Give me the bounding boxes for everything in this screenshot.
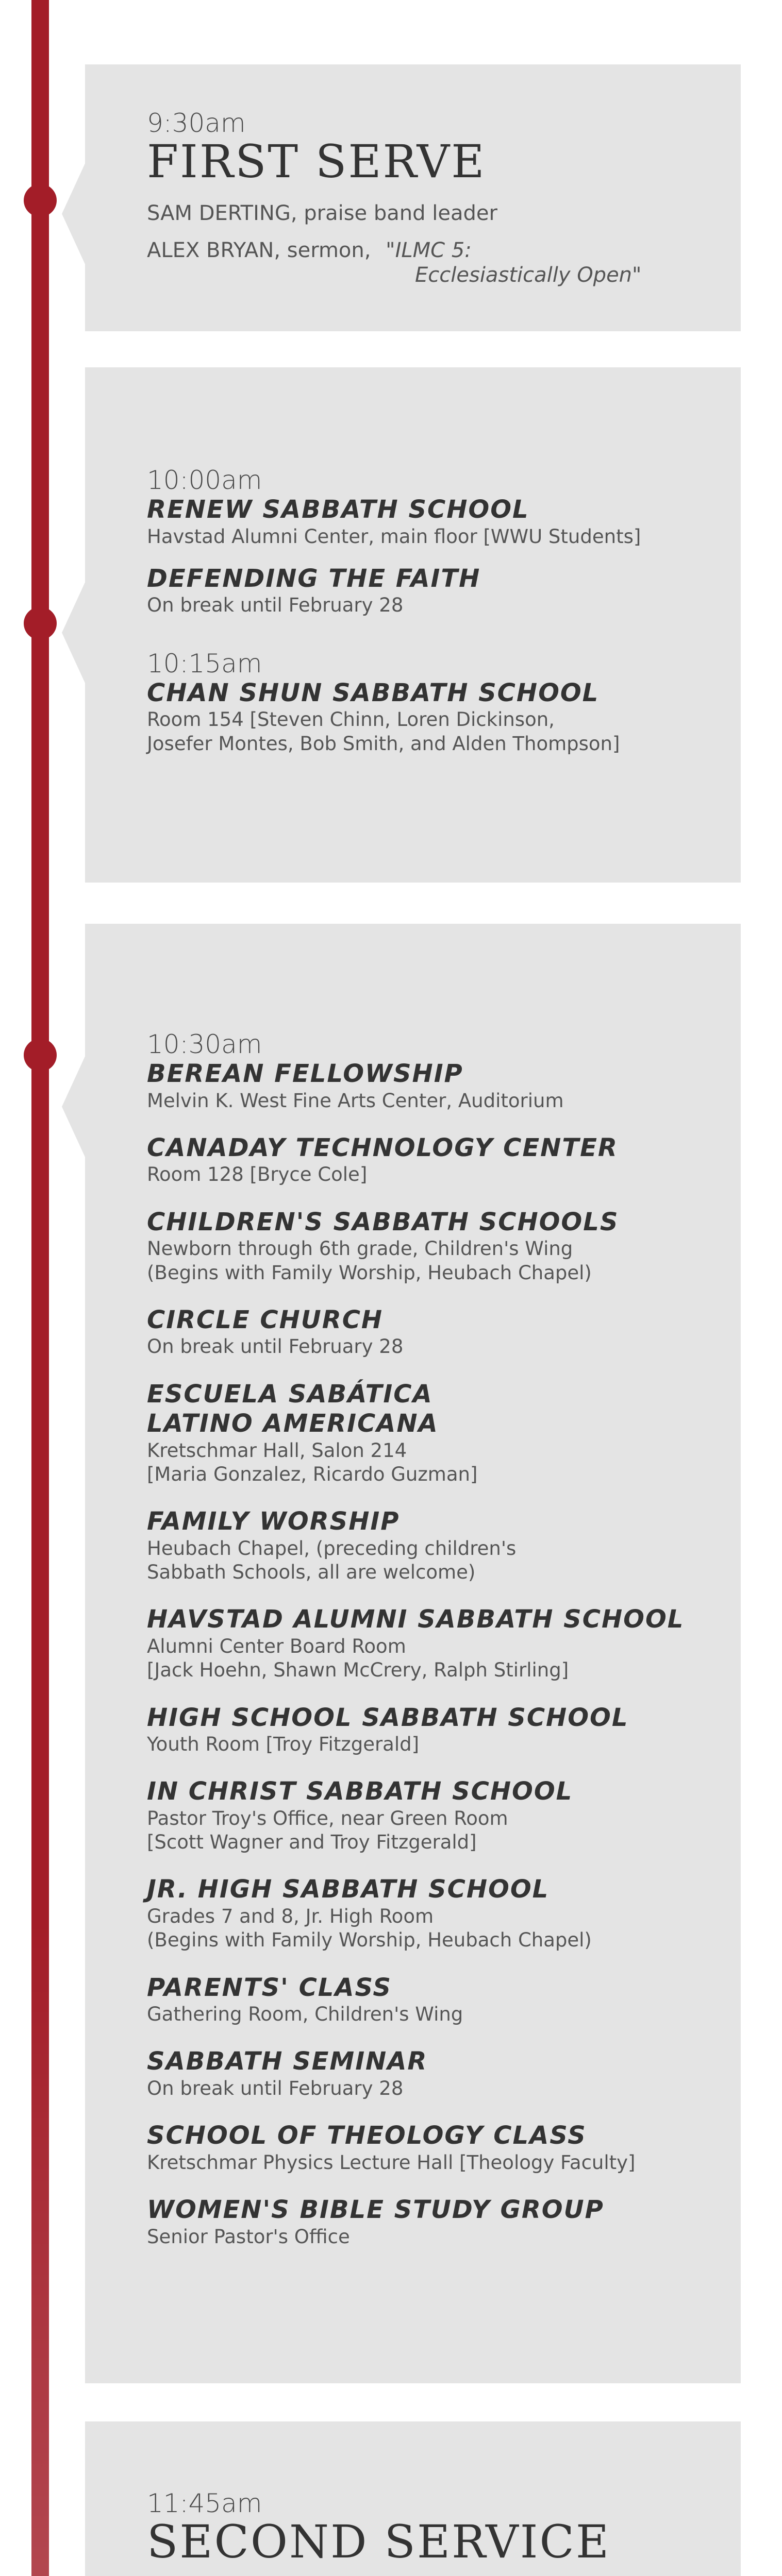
event-line: On break until February 28 [147, 2077, 404, 2099]
event-circle-church [147, 1306, 741, 1359]
event-line: Senior Pastor's Office [147, 2225, 350, 2248]
event-title: CIRCLE CHURCH [147, 1305, 384, 1334]
event-defending [147, 564, 741, 618]
event-title: JR. HIGH SABBATH SCHOOL [147, 1875, 550, 1904]
block-1015-time: 10:15am [147, 648, 262, 679]
timeline-bar [31, 0, 49, 2576]
event-line: Melvin K. West Fine Arts Center, Auditorium [147, 1089, 564, 1112]
event-title: LATINO AMERICANA [147, 1409, 439, 1438]
event-line: (Begins with Family Worship, Heubach Chapel) [147, 1261, 592, 1284]
event-line: [Maria Gonzalez, Ricardo Guzman] [147, 1463, 478, 1486]
event-line: Pastor Troy's Office, near Green Room [147, 1807, 508, 1829]
first-serve-sermon [147, 238, 741, 287]
event-title: PARENTS' CLASS [147, 1973, 392, 2002]
event-canaday [147, 1133, 741, 1187]
second-service-card [85, 2421, 741, 2576]
timeline-dot-sabbath-schools-1030 [24, 1039, 57, 1072]
event-line: Heubach Chapel, (preceding children's [147, 1537, 517, 1560]
event-parents-class [147, 1973, 741, 2027]
event-defending-desc: On break until February 28 [147, 594, 404, 617]
event-sabbath-seminar [147, 2047, 741, 2100]
timeline-dot-sabbath-schools-10am [24, 607, 57, 640]
first-serve-leader: SAM DERTING, praise band leader [147, 201, 497, 226]
event-line: [Scott Wagner and Troy Fitzgerald] [147, 1831, 477, 1854]
event-line: On break until February 28 [147, 1335, 404, 1358]
event-title: HIGH SCHOOL SABBATH SCHOOL [147, 1703, 629, 1732]
event-chan-shun-line: Josefer Montes, Bob Smith, and Alden Thompson] [147, 732, 620, 755]
event-line: Kretschmar Hall, Salon 214 [147, 1439, 407, 1462]
sabbath-10am-card [85, 367, 741, 883]
event-line: Kretschmar Physics Lecture Hall [Theology Faculty] [147, 2151, 636, 2174]
sabbath-1030-card [85, 924, 741, 2383]
block-1030-time: 10:30am [147, 1029, 262, 1059]
first-serve-sermon-title-1: "ILMC 5: [386, 239, 472, 263]
event-family-worship [147, 1507, 741, 1584]
second-service-title: SECOND SERVICE [147, 2515, 611, 2568]
event-title: CHILDREN'S SABBATH SCHOOLS [147, 1207, 619, 1236]
event-title: HAVSTAD ALUMNI SABBATH SCHOOL [147, 1605, 685, 1634]
event-chan-shun [147, 679, 741, 756]
event-renew-desc: Havstad Alumni Center, main floor [WWU Students] [147, 525, 641, 548]
event-title: WOMEN'S BIBLE STUDY GROUP [147, 2195, 604, 2225]
first-serve-sermon-by: ALEX BRYAN, sermon, [147, 239, 371, 263]
event-line: Grades 7 and 8, Jr. High Room [147, 1905, 434, 1928]
event-high-school [147, 1703, 741, 1757]
timeline-dot-first-serve [24, 184, 57, 217]
event-renew-title: RENEW SABBATH SCHOOL [147, 495, 529, 524]
first-serve-title: FIRST SERVE [147, 135, 486, 188]
event-line: Sabbath Schools, all are welcome) [147, 1561, 476, 1584]
event-title: FAMILY WORSHIP [147, 1507, 400, 1536]
event-title: SCHOOL OF THEOLOGY CLASS [147, 2121, 587, 2150]
event-line: Alumni Center Board Room [147, 1635, 406, 1657]
event-in-christ [147, 1777, 741, 1854]
event-title: CANADAY TECHNOLOGY CENTER [147, 1133, 618, 1162]
event-line: [Jack Hoehn, Shawn McCrery, Ralph Stirling] [147, 1659, 569, 1682]
event-line: Youth Room [Troy Fitzgerald] [147, 1733, 420, 1756]
event-chan-shun-title: CHAN SHUN SABBATH SCHOOL [147, 678, 600, 707]
event-line: Newborn through 6th grade, Children's Wing [147, 1238, 573, 1260]
event-line: Room 128 [Bryce Cole] [147, 1163, 368, 1186]
event-title: IN CHRIST SABBATH SCHOOL [147, 1777, 573, 1806]
first-serve-time: 9:30am [147, 108, 246, 138]
event-jr-high [147, 1875, 741, 1952]
block-10am-time: 10:00am [147, 465, 262, 495]
event-berean [147, 1059, 741, 1113]
event-theology-class [147, 2121, 741, 2175]
event-escuela [147, 1380, 741, 1487]
event-line: Gathering Room, Children's Wing [147, 2003, 463, 2026]
event-defending-title: DEFENDING THE FAITH [147, 564, 481, 593]
event-line: (Begins with Family Worship, Heubach Chapel) [147, 1929, 592, 1952]
first-serve-card [85, 64, 741, 331]
event-title: BEREAN FELLOWSHIP [147, 1059, 463, 1088]
event-childrens [147, 1208, 741, 1285]
second-service-time: 11:45am [147, 2488, 262, 2518]
event-chan-shun-line: Room 154 [Steven Chinn, Loren Dickinson, [147, 708, 555, 731]
event-renew [147, 495, 741, 549]
event-title: SABBATH SEMINAR [147, 2047, 428, 2076]
event-title: ESCUELA SABÁTICA [147, 1379, 433, 1409]
event-havstad [147, 1605, 741, 1682]
event-womens-bible-study [147, 2195, 741, 2249]
first-serve-sermon-title-2: Ecclesiastically Open" [415, 263, 642, 287]
